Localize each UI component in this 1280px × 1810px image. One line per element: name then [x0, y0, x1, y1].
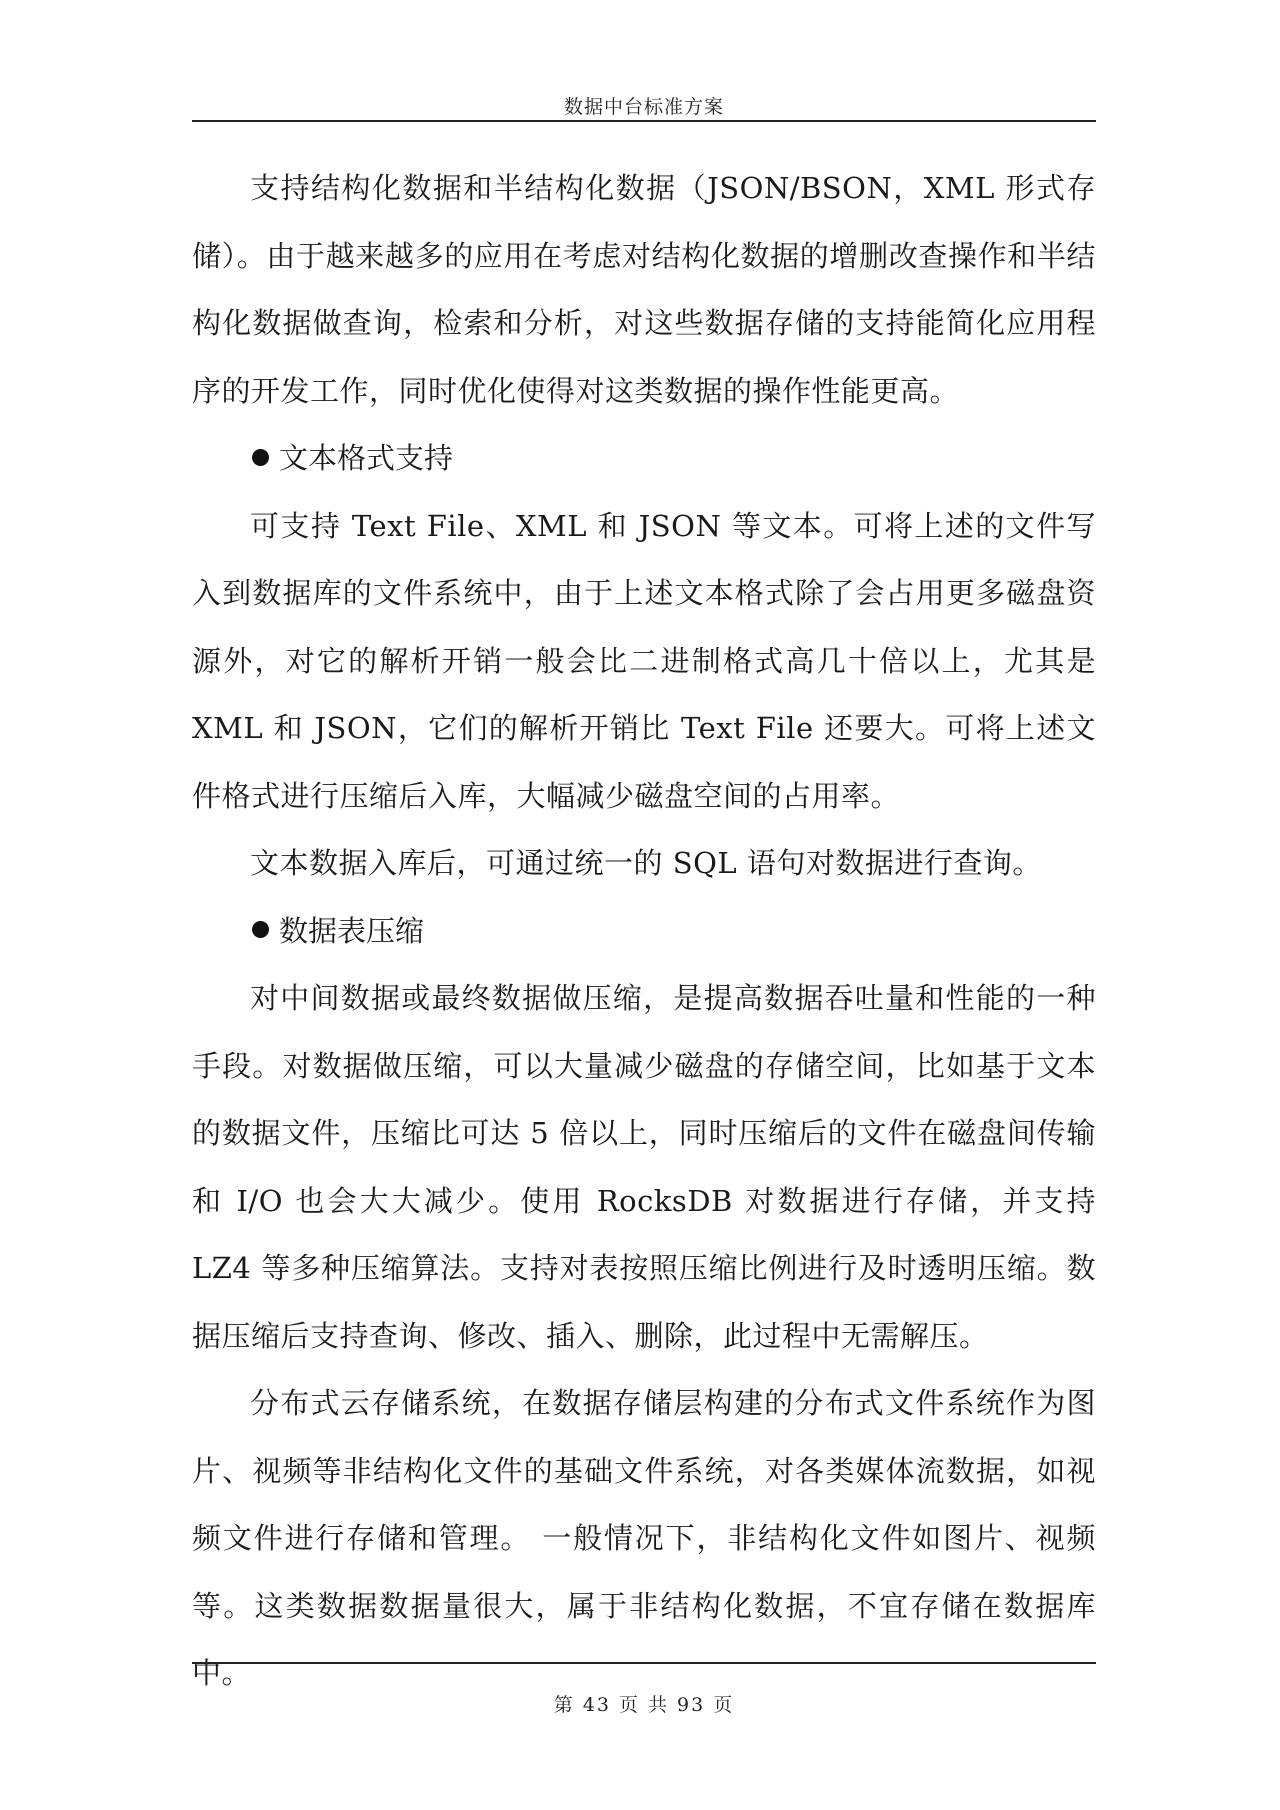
- header-divider: [192, 120, 1096, 122]
- bullet-icon: [252, 449, 269, 466]
- bullet-icon: [252, 921, 269, 938]
- bullet-label: 数据表压缩: [279, 913, 425, 948]
- paragraph-distributed-storage: 分布式云存储系统，在数据存储层构建的分布式文件系统作为图片、视频等非结构化文件的基础文件系统，对各类媒体流数据，如视频文件进行存储和管理。 一般情况下，非结构化文件如图片、视频等。这类数据数据量很大，属于非结构化数据，不宜存储在数据库中。: [192, 1386, 1096, 1690]
- page-number: 第 43 页 共 93 页: [553, 1694, 735, 1716]
- bullet-item-text-format: [192, 425, 1096, 493]
- page-body: [192, 155, 1096, 1708]
- paragraph-compression: 对中间数据或最终数据做压缩，是提高数据吞吐量和性能的一种手段。对数据做压缩，可以大量减少磁盘的存储空间，比如基于文本的数据文件，压缩比可达 5 倍以上，同时压缩后的文件在磁盘间传输和 I/O 也会大大减少。使用 RocksDB 对数据进行存储，并支持 LZ4 等多种压缩算法。支持对表按照压缩比例进行及时透明压缩。数据压缩后支持查询、修改、插入、删除，此过程中无需解压。: [192, 981, 1096, 1353]
- paragraph-sql-query: 文本数据入库后，可通过统一的 SQL 语句对数据进行查询。: [250, 846, 1042, 880]
- footer-divider: [192, 1662, 1096, 1664]
- paragraph-structured-data: 支持结构化数据和半结构化数据（JSON/BSON，XML 形式存储）。由于越来越多的应用在考虑对结构化数据的增删改查操作和半结构化数据做查询，检索和分析，对这些数据存储的支持能简化应用程序的开发工作，同时优化使得对这类数据的操作性能更高。: [192, 171, 1096, 408]
- page-header-title: 数据中台标准方案: [563, 96, 724, 118]
- paragraph-text-format: 可支持 Text File、XML 和 JSON 等文本。可将上述的文件写入到数据库的文件系统中，由于上述文本格式除了会占用更多磁盘资源外，对它的解析开销一般会比二进制格式高几十倍以上，尤其是 XML 和 JSON，它们的解析开销比 Text File 还要大。可将上述文件格式进行压缩后入库，大幅减少磁盘空间的占用率。: [192, 508, 1096, 813]
- bullet-item-table-compression: [192, 898, 1096, 966]
- bullet-label: 文本格式支持: [279, 441, 454, 475]
